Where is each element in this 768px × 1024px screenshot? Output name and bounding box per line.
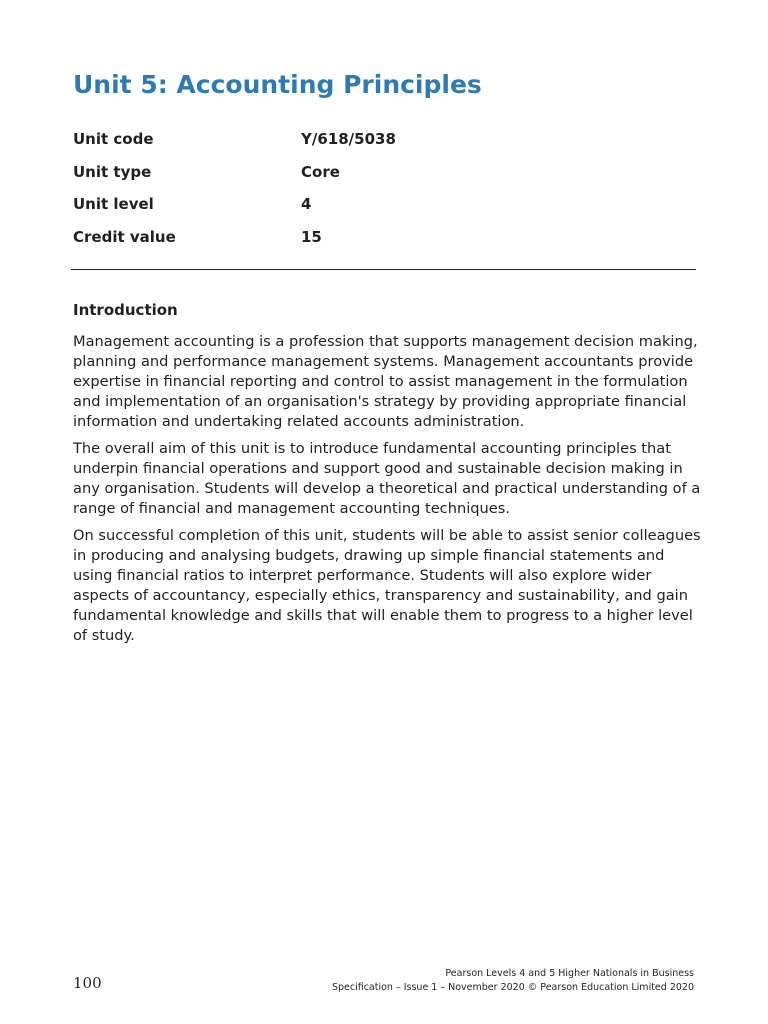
introduction-paragraph: Management accounting is a profession that supports management decision making, planning and performance management systems. Management accountants provide expertise in financial reporting and control to assist management in the formulation and implementation of an organisation's strategy by providing appropriate financial information and undertaking related accounts administration. <box>73 333 698 430</box>
unit-info-row-level <box>73 191 693 224</box>
unit-type-value: Core <box>301 162 340 181</box>
credit-value-value: 15 <box>301 227 322 246</box>
introduction-body <box>73 332 703 653</box>
unit-info-row-type <box>73 159 693 192</box>
unit-type-label: Unit type <box>73 162 152 181</box>
unit-level-value: 4 <box>301 195 312 213</box>
unit-info-row-credit <box>73 224 693 257</box>
unit-info-row-code <box>73 126 693 159</box>
page-title: Unit 5: Accounting Principles <box>73 70 482 99</box>
footer-line-1: Pearson Levels 4 and 5 Higher Nationals in Business <box>445 968 694 979</box>
footer-line-2: Specification – Issue 1 – November 2020 © Pearson Education Limited 2020 <box>331 981 694 993</box>
unit-code-label: Unit code <box>73 130 154 148</box>
section-divider <box>71 269 696 270</box>
footer-text <box>332 967 694 994</box>
introduction-paragraph: The overall aim of this unit is to introduce fundamental accounting principles that underpin financial operations and support good and sustainable decision making in any organisation. Students will develop a theoretical and practical understanding of a range of financial and management accounting techniques. <box>73 440 701 517</box>
introduction-paragraph: On successful completion of this unit, students will be able to assist senior colleagues in producing and analysing budgets, drawing up simple financial statements and using financial ratios to interpret performance. Students will also explore wider aspects of accountancy, especially ethics, transparency and sustainability, and gain fundamental knowledge and skills that will enable them to progress to a higher level of study. <box>73 527 701 644</box>
unit-info-table <box>73 126 693 256</box>
unit-level-label: Unit level <box>73 195 154 213</box>
page-number: 100 <box>73 974 102 992</box>
introduction-heading: Introduction <box>73 301 178 319</box>
unit-code-value: Y/618/5038 <box>301 130 396 148</box>
credit-value-label: Credit value <box>73 227 176 246</box>
